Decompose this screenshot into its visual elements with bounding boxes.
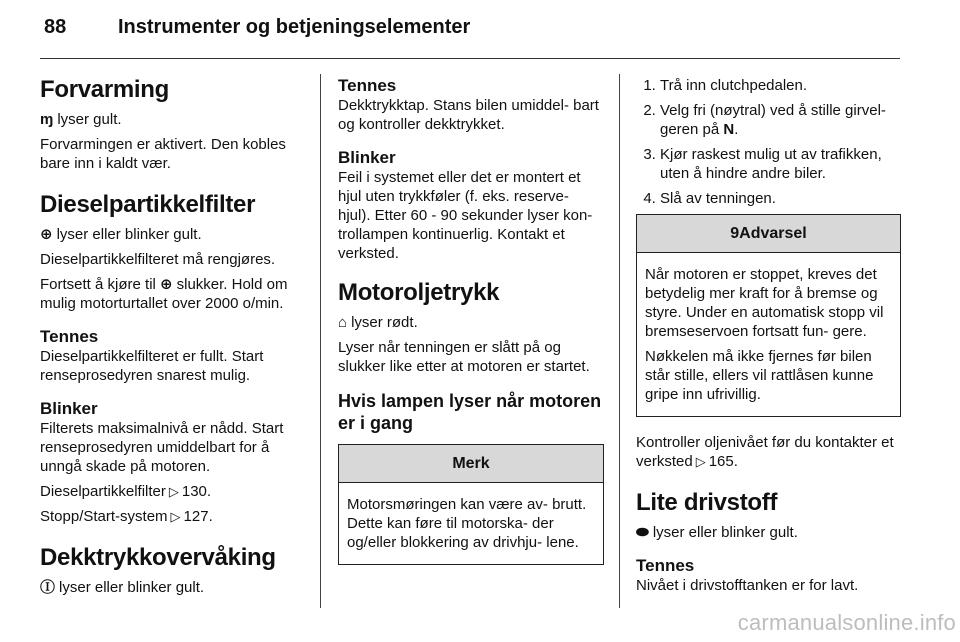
blinker-text: Filterets maksimalnivå er nådd. Start renseprosedyren umiddelbart for å unngå skade på motoren. [40,420,284,475]
warning-text-2: Nøkkelen må ikke fjernes før bilen står stille, ellers vil rattlåsen kunne gripe inn ufrivillig. [645,348,874,403]
tpms-status: Ⓘ lyser eller blinker gult. [40,579,205,596]
note-text: Motorsmøringen kan være av- brutt. Dette kan føre til motorska- der og/eller blokkering av drivhju- lene. [347,496,587,551]
subsection-title-blinker: Blinker [40,399,98,418]
list-item: 4. Slå av tenningen. [660,189,901,208]
column-divider-1 [320,74,321,608]
tpms-blinker-text: Feil i systemet eller det er montert et hjul uten trykkføler (f. eks. reserve- hjul). Etter 60 - 90 sekunder lyser kon- trollampen kontinuerlig. Kontakt et verksted. [338,169,593,262]
glow-plug-icon: ɱ [40,111,54,128]
note-title: Merk [339,445,603,483]
watermark: carmanualsonline.info [737,610,956,635]
page-header [44,16,470,39]
dpf-text-1: Dieselpartikkelfilteret må rengjøres. [40,251,276,268]
forvarming-status: ɱ lyser gult. [40,111,122,128]
tennes-text: Dieselpartikkelfilteret er fullt. Start renseprosedyren snarest mulig. [40,348,264,384]
section-title-forvarming: Forvarming [40,76,170,103]
oil-can-icon: ⌂ [338,314,348,331]
fuel-lamp-icon: ⬬ [636,524,649,541]
page-ref-icon: ▷ [695,454,706,469]
forvarming-text: Forvarmingen er aktivert. Den kobles bare inn i kaldt vær. [40,136,286,172]
diesel-filter-icon: ⊕ [160,276,173,293]
tire-pressure-icon: Ⓘ [40,579,56,596]
page-ref-icon: ▷ [170,509,181,524]
dpf-status: ⊕ lyser eller blinker gult. [40,226,202,243]
oil-text: Lyser når tenningen er slått på og slukker like etter at motoren er startet. [338,339,590,375]
column-divider-2 [619,74,620,608]
subsection-title-tennes: Tennes [40,327,99,346]
warning-icon: 9 [730,225,740,242]
warning-text-1: Når motoren er stoppet, kreves det betydelig mer kraft for å bremse og styre. Under en automatisk stopp vil bremseservoen fortsatt fun- gere. [645,266,884,340]
section-title-fuel: Lite drivstoff [636,489,778,516]
subsection-title-running: Hvis lampen lyser når motoren er i gang [338,391,602,433]
list-item: 1. Trå inn clutchpedalen. [660,76,901,95]
header-rule [40,58,900,59]
subsection-title-tennes-tpms: Tennes [338,76,397,95]
list-item: 2. Velg fri (nøytral) ved å stille girvel- geren på N. [660,101,901,139]
fuel-status: ⬬ lyser eller blinker gult. [636,524,798,541]
section-title-dpf: Dieselpartikkelfilter [40,191,256,218]
cross-reference-stopstart[interactable]: Stopp/Start-system ▷ 127. [40,508,213,525]
tpms-tennes-text: Dekktrykktap. Stans bilen umiddel- bart og kontroller dekktrykket. [338,97,599,133]
diesel-filter-icon: ⊕ [40,226,53,243]
page-number: 88 [44,16,67,38]
check-oil-text: Kontroller oljenivået før du kontakter et verksted ▷ 165. [636,434,894,470]
warning-box [636,214,901,417]
subsection-title-blinker-tpms: Blinker [338,148,396,167]
oil-status: ⌂ lyser rødt. [338,314,418,331]
dpf-text-2: Fortsett å kjøre til ⊕ slukker. Hold om mulig motorturtallet over 2000 o/min. [40,276,288,312]
warning-header: 9Advarsel [637,215,900,253]
fuel-tennes-text: Nivået i drivstofftanken er for lavt. [636,577,859,594]
cross-reference-dpf[interactable]: Dieselpartikkelfilter ▷ 130. [40,483,212,500]
column-1 [40,76,305,603]
steps-list [636,76,901,208]
section-title-oil: Motoroljetrykk [338,279,500,306]
list-item: 3. Kjør raskest mulig ut av trafikken, uten å hindre andre biler. [660,145,901,183]
section-title-tpms: Dekktrykkovervåking [40,544,276,571]
page-title: Instrumenter og betjeningselementer [118,16,471,38]
column-2 [338,76,604,565]
note-box [338,444,604,565]
subsection-title-fuel-tennes: Tennes [636,556,695,575]
column-3 [636,76,901,601]
page-ref-icon: ▷ [168,484,179,499]
